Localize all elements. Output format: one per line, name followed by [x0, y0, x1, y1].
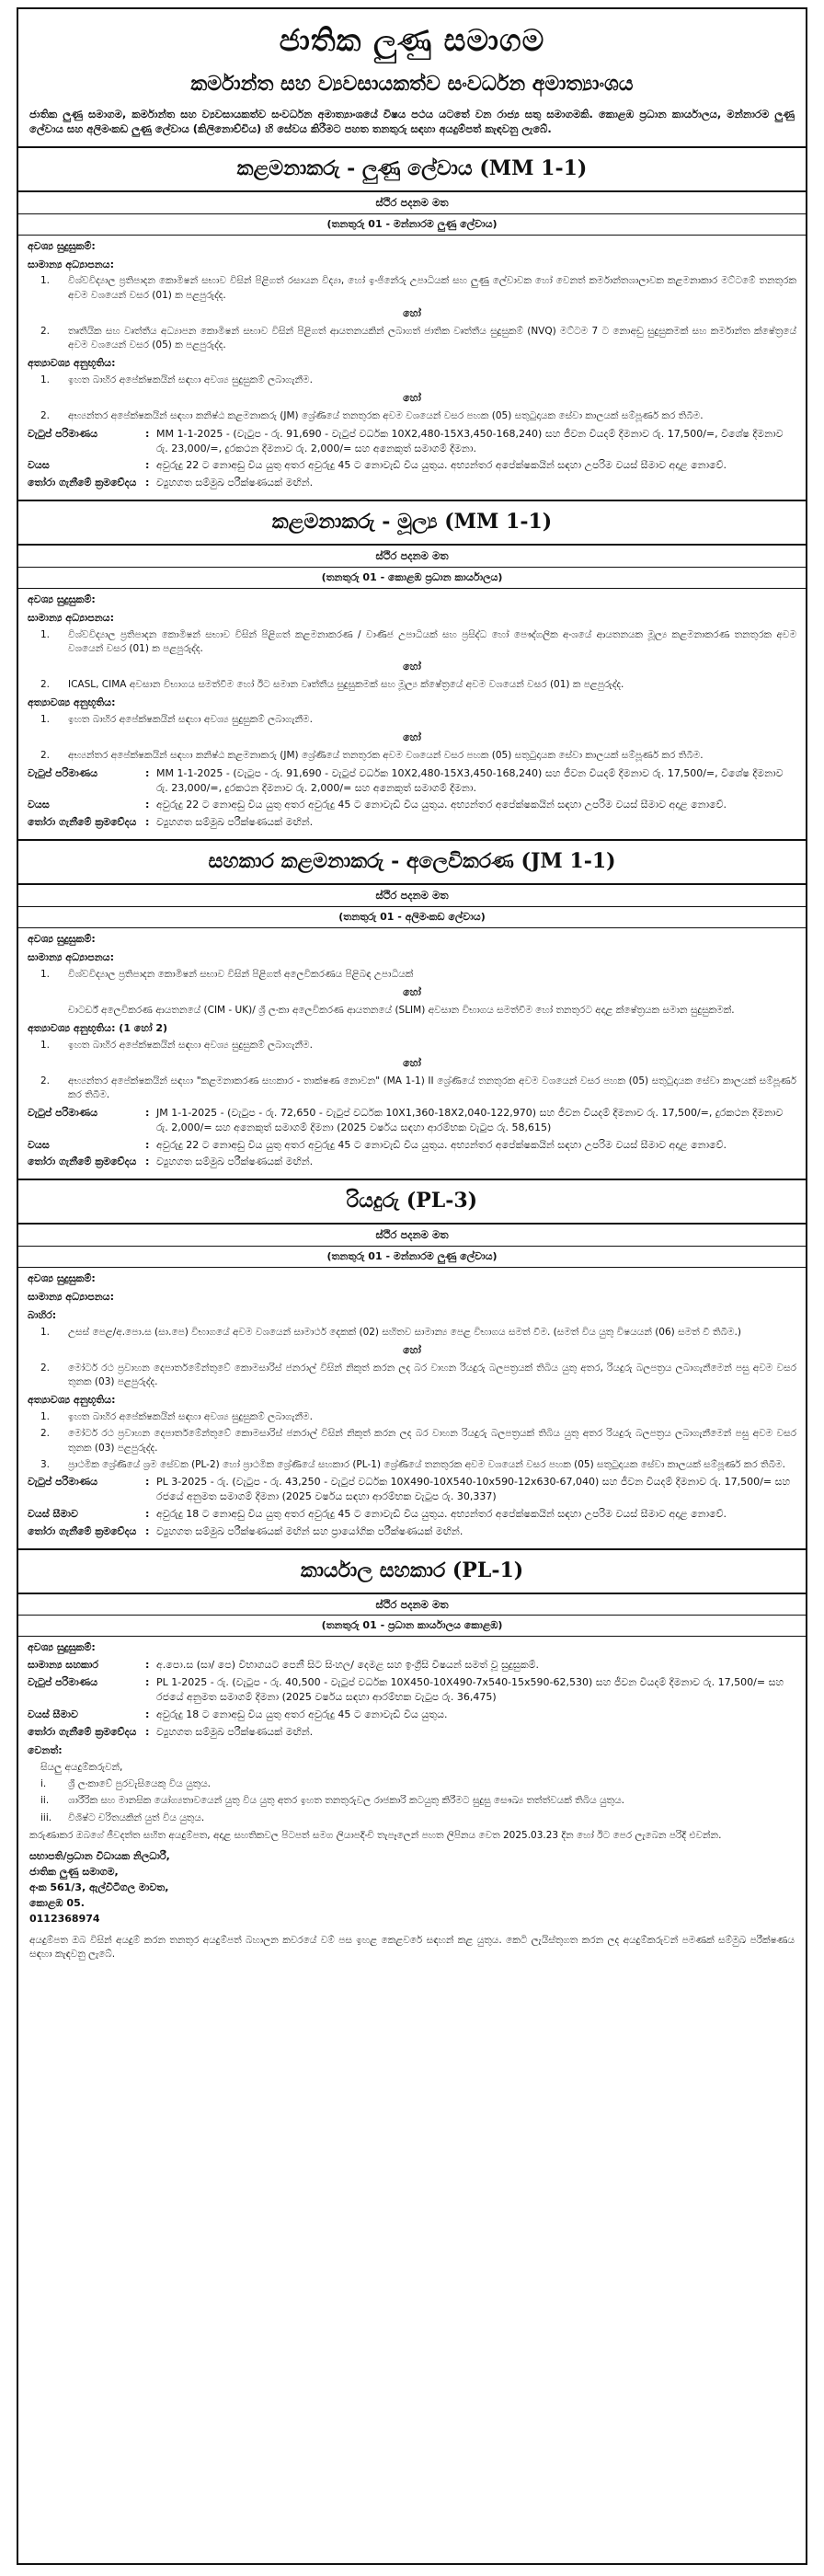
- driver-section: [18, 1179, 806, 1542]
- edu-label: සාමාන්‍ය අධ්‍යාපනය:: [28, 950, 114, 963]
- req-label: අවශ්‍ය සුදුසුකම්:: [28, 239, 96, 252]
- or-separator: හෝ: [403, 392, 421, 405]
- vacancy-sections: [18, 146, 806, 1173]
- vacancy-basis: ස්ථිර පදනම මත: [18, 885, 806, 907]
- vacancy-section: [18, 839, 806, 1173]
- driver-ext-label: බාහිර:: [28, 1308, 57, 1321]
- driver-exp-item: 3. ප්‍රාථමික ශ්‍රේණියේ ශ්‍රම සේවක (PL-2) හෝ ප්‍රාථමික ශ්‍රේණියේ සහකාර (PL-1) ශ්‍රේණියේ තනතුරක අවම වශයෙන් වසර පහක (05) සතුටුදායක සේවා කාලයක් සම්පූර්ණ කර තිබීම.: [40, 1458, 785, 1470]
- age-row: වයස : අවුරුදු 22 ට නොඅඩු විය යුතු අතර අවුරුදු 45 ට නොවැඩි විය යුතුය. අභ්‍යන්තර අපේක්ෂකයින් සඳහා උපරිම වයස් සීමාව අදාළ නොවේ.: [28, 799, 727, 811]
- req-label: අවශ්‍ය සුදුසුකම්:: [28, 592, 96, 605]
- exp-item: 2. අභ්‍යන්තර අපේක්ෂකයින් සඳහා "කළමනාකරණ සහකාර - තාක්ෂණ නොවන" (MA 1-1) II ශ්‍රේණියේ තනතුරක අවම වශයෙන් වසර පහක (05) සතුටුදායක සේවා කාලයක් සම්පූර්ණ කර තිබීම.: [40, 1075, 796, 1101]
- office-req-label: අවශ්‍ය සුදුසුකම්:: [28, 1641, 96, 1654]
- vacancy-title: කළමනාකරු - මූල්‍ය (MM 1-1): [18, 500, 806, 546]
- vacancy-station: (තනතුරු 01 - කොළඹ ප්‍රධාන කාර්යාලය): [18, 568, 806, 589]
- vacancy-section: [18, 500, 806, 834]
- edu-item: 1. විශ්වවිද්‍යාල ප්‍රතිපාදන කොමිෂන් සභාව විසින් පිළිගත් අලෙවිකරණය පිළිබඳ උපාධියක්: [40, 968, 414, 980]
- age-row: වයස : අවුරුදු 22 ට නොඅඩු විය යුතු අතර අවුරුදු 45 ට නොවැඩි විය යුතුය. අභ්‍යන්තර අපේක්ෂකයින් සඳහා උපරිම වයස් සීමාව අදාළ නොවේ.: [28, 1138, 727, 1151]
- office-gen-row: සාමාන්‍ය සහකාර : අ.පො.ස (සා/ පෙ) විභාගයට පෙනී සිට සිංහල/ දෙමළ සහ ඉංග්‍රීසි විෂයන් සමත් වූ සුදුසුකම්.: [28, 1659, 540, 1672]
- edu-item: 2. තෘතීයික සහ වෘත්තීය අධ්‍යාපන කොමිෂන් සභාව විසින් පිළිගත් ආයතනයකින් ලබාගත් ජාතික වෘත්තීය සුදුසුකම් (NVQ) මට්ටම 7 ට නොඅඩු සුදුසුකමක් සහ කර්මාන්ත ක්ෂේත්‍රයේ අවම වශයෙන් වසර (05) ක පළපුරුද්ද.: [40, 325, 796, 351]
- or-separator: හෝ: [403, 985, 421, 998]
- age-row: වයස : අවුරුදු 22 ට නොඅඩු විය යුතු අතර අවුරුදු 45 ට නොවැඩි විය යුතුය. අභ්‍යන්තර අපේක්ෂකයින් සඳහා උපරිම වයස් සීමාව අදාළ නොවේ.: [28, 459, 727, 472]
- office-section: [18, 1548, 806, 1966]
- footer: [18, 1825, 806, 1966]
- salary-row: වැටුප් පරිමාණය : JM 1-1-2025 - (වැටුප - රු. 72,650 - වැටුප් වර්ධක 10X1,360-18X2,040-122,970) සහ ජීවන වියදම් දීමනාව රු. 17,500/=, දුරකථන දීමනාව රු. 2,000/= සහ අනෙකුත් සමාගම් දීමනා (2025 වර්ෂය සඳහා ආරම්භක වැටුප රු. 58,615): [28, 1106, 784, 1133]
- edu-item: 1. විශ්වවිද්‍යාල ප්‍රතිපාදන කොමිෂන් සභාව විසින් පිළිගත් රසායන විද්‍යා, හෝ ඉංජිනේරු උපාධියක් සහ ලුණු ලේවාවක හෝ වෙනත් කර්මාන්තශාලාවක කළමනාකාර මට්ටමේ තනතුරක අවම වශයෙන් වසර (01) ක පළපුරුද්ද.: [40, 275, 796, 301]
- req-label: අවශ්‍ය සුදුසුකම්:: [28, 932, 96, 945]
- office-note-item: i. ශ්‍රී ලංකාවේ පුරවැසියෙකු විය යුතුය.: [40, 1778, 211, 1790]
- salary-row: වැටුප් පරිමාණය : MM 1-1-2025 - (වැටුප - රු. 91,690 - වැටුප් වර්ධක 10X2,480-15X3,450-168,240) සහ ජීවන වියදම් දීමනාව රු. 17,500/=, විශේෂ දීමනාව රු. 23,000/=, දුරකථන දීමනාව රු. 2,000/= සහ අනෙකුත් සමාගම් දීමනා.: [28, 427, 784, 454]
- vacancy-station: (තනතුරු 01 - මන්නාරම ලුණු ලේවාය): [18, 214, 806, 236]
- driver-edu-item: 1. උසස් පෙළ/අ.පො.ස (සා.පෙ) විභාගයේ අවම වශයෙන් සාමාර්ථ දෙකක් (02) සහිතව සාමාන්‍ය පෙළ විභාගය සමත් වීම. (සමත් විය යුතු විෂයයන් (06) සමත් වී තිබීම.): [40, 1326, 741, 1338]
- intro-text: ජාතික ලුණු සමාගම, කර්මාන්ත සහ ව්‍යවසායකත්ව සංවර්ධන අමාත්‍යාංශයේ විෂය පථය යටතේ වන රාජ්‍ය සතු සමාගමකි. කොළඹ ප්‍රධාන කාර්යාලය, මන්නාරම ලුණු ලේවාය සහ අලිමංකඩ ලුණු ලේවාය (කිලිනොච්චිය) හි සේවය කිරීමට පහත තනතුරු සඳහා අයදුම්පත් කැඳවනු ලැබේ.: [29, 107, 795, 136]
- edu-item: චාටර්ඩ් අලෙවිකරණ ආයතනයේ (CIM - UK)/ ශ්‍රී ලංකා අලෙවිකරණ ආයතනයේ (SLIM) අවසාන විභාගය සමත්වීම හෝ තනතුරට අදාළ ක්ෂේත්‍රයක සමාන සුදුසුකමක්.: [68, 1004, 735, 1016]
- ministry-title: කර්මාන්ත සහ ව්‍යවසායකත්ව සංවර්ධන අමාත්‍යාංශය: [190, 71, 634, 96]
- driver-or: හෝ: [403, 1343, 421, 1356]
- closing-note: අයදුම්පත ඔබ විසින් අයදුම් කරන තනතුර අයදුම්පත් බහාලන කවරයේ වම් පස ඉහළ කෙළවරේ සඳහන් කළ යුතුය. කෙටි ලැයිස්තුගත කරන ලද අයදුම්කරුවන් පමණක් සම්මුඛ පරීක්ෂණය සඳහා කැඳවනු ලැබේ.: [29, 1935, 795, 1961]
- vacancy-section: [18, 146, 806, 494]
- driver-select-row: තෝරා ගැනීමේ ක්‍රමවේදය : ව්‍යුහගත සම්මුඛ පරීක්ෂණයක් මඟින් සහ ප්‍රායෝගික පරීක්ෂණයක් මඟින්.: [28, 1524, 464, 1537]
- driver-exp-item: 1. ඉහත බාහිර අපේක්ෂකයින් සඳහා අවශ්‍ය සුදුසුකම් ලබාගැනීම.: [40, 1411, 313, 1423]
- vacancy-title: සහකාර කළමනාකරු - අලෙවිකරණ (JM 1-1): [18, 839, 806, 885]
- exp-label: අත්‍යාවශ්‍ය අනුභූතිය:: [28, 357, 116, 370]
- edu-item: 1. විශ්වවිද්‍යාල ප්‍රතිපාදන කොමිෂන් සභාව විසින් පිළිගත් කළමනාකරණ / වාණිජ උපාධියක් සහ ප්‍රසිද්ධ හෝ පෞද්ගලික අංශයේ ආයතනයක මූල්‍ය කළමනාකරණ තනතුරක අවම වශයෙන් වසර (01) ක පළපුරුද්ද.: [40, 628, 796, 654]
- office-title: කාර්යාල සහකාර (PL-1): [18, 1548, 806, 1594]
- driver-basis: ස්ථිර පදනම මත: [18, 1225, 806, 1247]
- advertisement-page: [17, 7, 807, 2565]
- select-row: තෝරා ගැනීමේ ක්‍රමවේදය : ව්‍යුහගත සම්මුඛ පරීක්ෂණයක් මඟින්.: [28, 816, 314, 829]
- apply-instructions: කරුණාකර ඔබගේ ජීවදත්ත සහිත අයදුම්පත, අදාළ සහතිකවල පිටපත් සමග ලියාපදිංචි තැපෑලෙන් පහත ලිපිනය වෙත 2025.03.23 දින හෝ ඊට පෙර ලැබෙන පරිදි එවන්න.: [29, 1829, 722, 1841]
- exp-item: 1. ඉහත බාහිර අපේක්ෂකයින් සඳහා අවශ්‍ය සුදුසුකම් ලබාගැනීම.: [40, 1040, 313, 1052]
- edu-item: 2. ICASL, CIMA අවසාන විභාගය සමත්වීම හෝ ඊට සමාන වෘත්තීය සුදුසුකමක් සහ මූල්‍ය ක්ෂේත්‍රයේ අවම වශයෙන් වසර (01) ක පළපුරුද්ද.: [40, 679, 624, 691]
- select-row: තෝරා ගැනීමේ ක්‍රමවේදය : ව්‍යුහගත සම්මුඛ පරීක්ෂණයක් මඟින්.: [28, 477, 314, 489]
- vacancy-station: (තනතුරු 01 - අලිමංකඩ ලේවාය): [18, 907, 806, 928]
- or-separator: හෝ: [403, 1057, 421, 1070]
- office-note-item: iii. විශිෂ්ට චරිතයකින් යුත් විය යුතුය.: [40, 1811, 205, 1823]
- salary-row: වැටුප් පරිමාණය : MM 1-1-2025 - (වැටුප - රු. 91,690 - වැටුප් වර්ධක 10X2,480-15X3,450-168,240) සහ ජීවන වියදම් දීමනාව රු. 17,500/=, විශේෂ දීමනාව රු. 23,000/=, දුරකථන දීමනාව රු. 2,000/= සහ අනෙකුත් සමාගම් දීමනා.: [28, 766, 784, 794]
- or-separator: හෝ: [403, 731, 421, 744]
- exp-item: 1. ඉහත බාහිර අපේක්ෂකයින් සඳහා අවශ්‍ය සුදුසුකම් ලබාගැනීම.: [40, 714, 313, 726]
- driver-exp-label: අත්‍යාවශ්‍ය අනුභූතිය:: [28, 1394, 116, 1407]
- company-title: ජාතික ලුණු සමාගම: [279, 22, 545, 58]
- vacancy-basis: ස්ථිර පදනම මත: [18, 192, 806, 214]
- vacancy-basis: ස්ථිර පදනම මත: [18, 546, 806, 568]
- driver-age-row: වයස් සීමාව : අවුරුදු 18 ට නොඅඩු විය යුතු අතර අවුරුදු 45 ට නොවැඩි විය යුතුය. අභ්‍යන්තර අපේක්ෂකයින් සඳහා උපරිම වයස් සීමාව අදාළ නොවේ.: [28, 1507, 727, 1520]
- edu-label: සාමාන්‍ය අධ්‍යාපනය:: [28, 258, 114, 270]
- office-select-row: තෝරා ගැනීමේ ක්‍රමවේදය : ව්‍යුහගත සම්මුඛ පරීක්ෂණයක් මඟින්.: [28, 1726, 314, 1739]
- office-basis: ස්ථිර පදනම මත: [18, 1594, 806, 1616]
- driver-edu-label: සාමාන්‍ය අධ්‍යාපනය:: [28, 1290, 114, 1303]
- driver-edu-item: 2. මෝටර් රථ ප්‍රවාහන දෙපාර්තමේන්තුවේ කොමසාරිස් ජනරාල් විසින් නිකුත් කරන ලද බර වාහන රියදුරු බලපත්‍රයක් තිබිය යුතු අතර, රියදුරු බලපත්‍රය ලබාගැනීමෙන් පසු අවම වසර තුනක (03) පළපුරුද්ද.: [40, 1362, 796, 1388]
- select-row: තෝරා ගැනීමේ ක්‍රමවේදය : ව්‍යුහගත සම්මුඛ පරීක්ෂණයක් මඟින්.: [28, 1156, 314, 1168]
- office-age-row: වයස් සීමාව : අවුරුදු 18 ට නොඅඩු විය යුතු අතර අවුරුදු 45 ට නොවැඩි විය යුතුය.: [28, 1708, 448, 1721]
- office-notes-label: වෙනත්:: [28, 1743, 63, 1756]
- office-note-item: ii. ශාරීරික සහ මානසික යෝග්‍යතාවයෙන් යුතු විය යුතු අතර ඉහත තනතුරුවල රාජකාරි කටයුතු කිරීමට සුදුසු සෞඛ්‍ය තත්ත්වයක් තිබිය යුතුය.: [40, 1795, 624, 1807]
- driver-exp-item: 2. මෝටර් රථ ප්‍රවාහන දෙපාර්තමේන්තුවේ කොමසාරිස් ජනරාල් විසින් නිකුත් කරන ලද බර වාහන රියදුරු බලපත්‍රයක් තිබිය යුතු අතර රියදුරු බලපත්‍රය ලබාගැනීමෙන් පසු අවම වසර තුනක (03) පළපුරුද්ද.: [40, 1428, 796, 1454]
- driver-station: (තනතුරු 01 - මන්නාරම ලුණු ලේවාය): [18, 1247, 806, 1268]
- office-station: (තනතුරු 01 - ප්‍රධාන කාර්යාලය කොළඹ): [18, 1616, 806, 1637]
- or-separator: හෝ: [403, 661, 421, 673]
- driver-req-label: අවශ්‍ය සුදුසුකම්:: [28, 1271, 96, 1284]
- edu-label: සාමාන්‍ය අධ්‍යාපනය:: [28, 611, 114, 624]
- office-salary-row: වැටුප් පරිමාණය : PL 1-2025 - රු. (වැටුප - රු. 40,500 - වැටුප් වර්ධක 10X450-10X490-7x540-15x590-62,530) සහ ජීවන වියදම් දීමනාව රු. 17,500/= සහ රජයේ අනුමත සමාගම් දීමනා (2025 වර්ෂය සඳහා ආරම්භක වැටුප රු. 36,475): [28, 1676, 784, 1704]
- exp-item: 2. අභ්‍යන්තර අපේක්ෂකයින් සඳහා කනිෂ්ඨ කළමනාකරු (JM) ශ්‍රේණියේ තනතුරක අවම වශයෙන් වසර පහක (05) සතුටුදායක සේවා කාලයක් සම්පූර්ණ කර තිබීම.: [40, 410, 704, 422]
- vacancy-title: කළමනාකරු - ලුණු ලේවාය (MM 1-1): [18, 146, 806, 192]
- exp-label: අත්‍යාවශ්‍ය අනුභූතිය:: [28, 696, 116, 709]
- mailing-address: සභාපති/ප්‍රධාන විධායක නිලධාරී, ජාතික ලුණු සමාගම, අංක 561/3, ඇල්විටිගල මාවත, කොළඹ 05. 0112368974: [29, 1850, 170, 1926]
- driver-title: රියදුරු (PL-3): [18, 1179, 806, 1225]
- exp-item: 1. ඉහත බාහිර අපේක්ෂකයින් සඳහා අවශ්‍ය සුදුසුකම් ලබාගැනීම.: [40, 374, 313, 386]
- exp-item: 2. අභ්‍යන්තර අපේක්ෂකයින් සඳහා කනිෂ්ඨ කළමනාකරු (JM) ශ්‍රේණියේ තනතුරක අවම වශයෙන් වසර පහක (05) සතුටුදායක සේවා කාලයක් සම්පූර්ණ කර තිබීම.: [40, 750, 704, 762]
- exp-label: අත්‍යාවශ්‍ය අනුභූතිය: (1 හෝ 2): [28, 1022, 168, 1035]
- or-separator: හෝ: [403, 306, 421, 319]
- driver-salary-row: වැටුප් පරිමාණය : PL 3-2025 - රු. (වැටුප - රු. 43,250 - වැටුප් වර්ධක 10X490-10X540-10x590-12x630-67,040) සහ ජීවන වියදම් දීමනාව රු. 17,500/= සහ රජයේ අනුමත සමාගම් දීමනා (2025 වර්ෂය සඳහා ආරම්භක වැටුප රු. 30,337): [28, 1476, 791, 1503]
- office-notes-intro: සියලු අයදුම්කරුවන්,: [40, 1761, 123, 1773]
